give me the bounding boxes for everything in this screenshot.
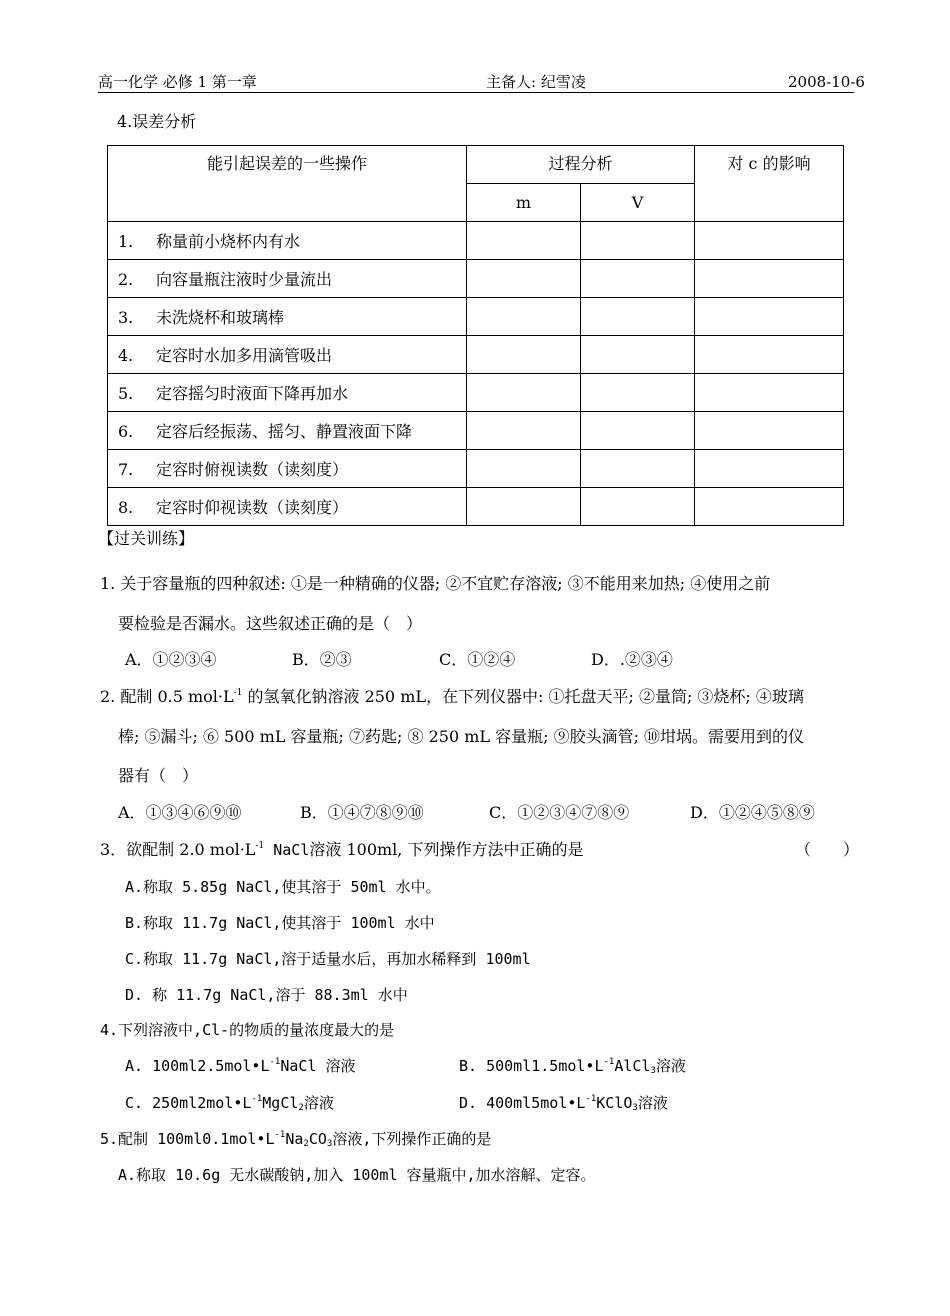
effect-cell — [695, 412, 844, 450]
practice-title: 【过关训练】 — [98, 529, 195, 548]
q3-answer-paren: （ ） — [795, 840, 860, 859]
v-cell — [581, 222, 695, 260]
m-cell — [467, 336, 581, 374]
q1-option-d: D．.②③④ — [591, 650, 673, 669]
header-m: m — [467, 184, 581, 222]
table-header-row — [108, 146, 844, 184]
operation-cell — [108, 222, 467, 260]
section-title: 4.误差分析 — [117, 112, 197, 131]
table-row — [108, 374, 844, 412]
table-row — [108, 298, 844, 336]
operation-cell — [108, 298, 467, 336]
operation-cell — [108, 488, 467, 526]
header-rule — [98, 92, 854, 93]
row-number: 1. — [118, 232, 134, 251]
v-cell — [581, 298, 695, 336]
q2-stem-line2: 棒; ⑤漏斗; ⑥ 500 mL 容量瓶; ⑦药匙; ⑧ 250 mL 容量瓶; ⑨胶头滴管; ⑩坩埚。需要用到的仪 — [118, 727, 805, 746]
effect-cell — [695, 450, 844, 488]
table-row — [108, 260, 844, 298]
error-analysis-table — [107, 145, 844, 526]
v-cell — [581, 412, 695, 450]
m-cell — [467, 412, 581, 450]
q3-option-c: C.称取 11.7g NaCl,溶于适量水后，再加水稀释到 100ml — [125, 950, 531, 968]
header-center: 主备人: 纪雪凌 — [486, 73, 586, 91]
m-cell — [467, 450, 581, 488]
q2-option-b: B．①④⑦⑧⑨⑩ — [300, 803, 424, 822]
q2-stem-line3: 器有（ ） — [118, 766, 199, 785]
q2-option-a: A．①③④⑥⑨⑩ — [118, 803, 242, 822]
v-cell — [581, 450, 695, 488]
q3-stem: 3．欲配制 2.0 $mol\cdot L^{-1}$ NaCl溶液 100ml, 下列操作方法中正确的是 — [100, 840, 584, 859]
q1-option-b: B．②③ — [292, 650, 352, 669]
header-left: 高一化学 必修 1 第一章 — [98, 73, 257, 91]
v-cell — [581, 488, 695, 526]
table-row — [108, 222, 844, 260]
q4-option-b: B. $500ml1.5mol•L^{-1}AlCl_3$溶液 — [459, 1057, 686, 1076]
q4-option-c: C. $250ml2mol•L^{-1}MgCl_2$溶液 — [125, 1094, 334, 1113]
header-right: 2008-10-6 — [788, 73, 865, 91]
row-number: 3. — [118, 308, 134, 327]
effect-cell — [695, 374, 844, 412]
operation-cell — [108, 450, 467, 488]
row-text: 定容时仰视读数（读刻度） — [156, 498, 349, 517]
operation-cell — [108, 412, 467, 450]
q2-option-c: C．①②③④⑦⑧⑨ — [489, 803, 630, 822]
effect-cell — [695, 260, 844, 298]
row-number: 6. — [118, 422, 134, 441]
table-row — [108, 450, 844, 488]
row-text: 向容量瓶注液时少量流出 — [156, 270, 333, 289]
table-row — [108, 336, 844, 374]
v-cell — [581, 374, 695, 412]
q1-option-a: A．①②③④ — [125, 650, 217, 669]
header-operation: 能引起误差的一些操作 — [108, 146, 467, 222]
q1-option-c: C．①②④ — [439, 650, 516, 669]
row-number: 2. — [118, 270, 134, 289]
m-cell — [467, 298, 581, 336]
q3-option-b: B.称取 11.7g NaCl,使其溶于 100ml 水中 — [125, 914, 435, 932]
q4-option-a: A. $100ml2.5mol•L^{-1}NaCl$ 溶液 — [125, 1057, 356, 1075]
m-cell — [467, 260, 581, 298]
row-number: 5. — [118, 384, 134, 403]
q1-stem-line2: 要检验是否漏水。这些叙述正确的是（ ） — [118, 614, 423, 633]
effect-cell — [695, 488, 844, 526]
table-row — [108, 412, 844, 450]
row-text: 定容时俯视读数（读刻度） — [156, 460, 349, 479]
effect-cell — [695, 222, 844, 260]
row-number: 4. — [118, 346, 134, 365]
row-text: 定容后经振荡、摇匀、静置液面下降 — [156, 422, 413, 441]
row-text: 未洗烧杯和玻璃棒 — [156, 308, 285, 327]
header-effect: 对 c 的影响 — [695, 146, 844, 222]
m-cell — [467, 222, 581, 260]
v-cell — [581, 260, 695, 298]
m-cell — [467, 374, 581, 412]
operation-cell — [108, 336, 467, 374]
q5-stem: 5.配制 $100ml0.1mol•L^{-1}Na_2CO_3$溶液,下列操作正确的是 — [100, 1130, 492, 1149]
header-v: V — [581, 184, 695, 222]
table-row — [108, 488, 844, 526]
v-cell — [581, 336, 695, 374]
row-text: 定容摇匀时液面下降再加水 — [156, 384, 349, 403]
operation-cell — [108, 374, 467, 412]
q1-stem-line1: 1. 关于容量瓶的四种叙述: ①是一种精确的仪器; ②不宜贮存溶液; ③不能用来加热; ④使用之前 — [100, 574, 771, 593]
q2-option-d: D．①②④⑤⑧⑨ — [690, 803, 815, 822]
q4-stem: 4.下列溶液中,Cl-的物质的量浓度最大的是 — [100, 1021, 395, 1039]
q2-stem-line1: 2. 配制 0.5 $mol\cdot L^{-1}$ 的氢氧化钠溶液 250 mL，在下列仪器中: ①托盘天平; ②量筒; ③烧杯; ④玻璃 — [100, 687, 804, 706]
row-number: 8. — [118, 498, 134, 517]
effect-cell — [695, 336, 844, 374]
q5-option-a: A.称取 10.6g 无水碳酸钠,加入 100ml 容量瓶中,加水溶解、定容。 — [118, 1166, 596, 1184]
row-number: 7. — [118, 460, 134, 479]
header-process: 过程分析 — [467, 146, 695, 184]
q3-option-a: A.称取 5.85g NaCl,使其溶于 50ml 水中。 — [125, 878, 441, 896]
effect-cell — [695, 298, 844, 336]
row-text: 定容时水加多用滴管吸出 — [156, 346, 333, 365]
q3-option-d: D. 称 11.7g NaCl,溶于 88.3ml 水中 — [125, 986, 408, 1004]
q4-option-d: D. $400ml5mol•L^{-1}KClO_3$溶液 — [459, 1094, 668, 1113]
row-text: 称量前小烧杯内有水 — [156, 232, 301, 251]
m-cell — [467, 488, 581, 526]
operation-cell — [108, 260, 467, 298]
